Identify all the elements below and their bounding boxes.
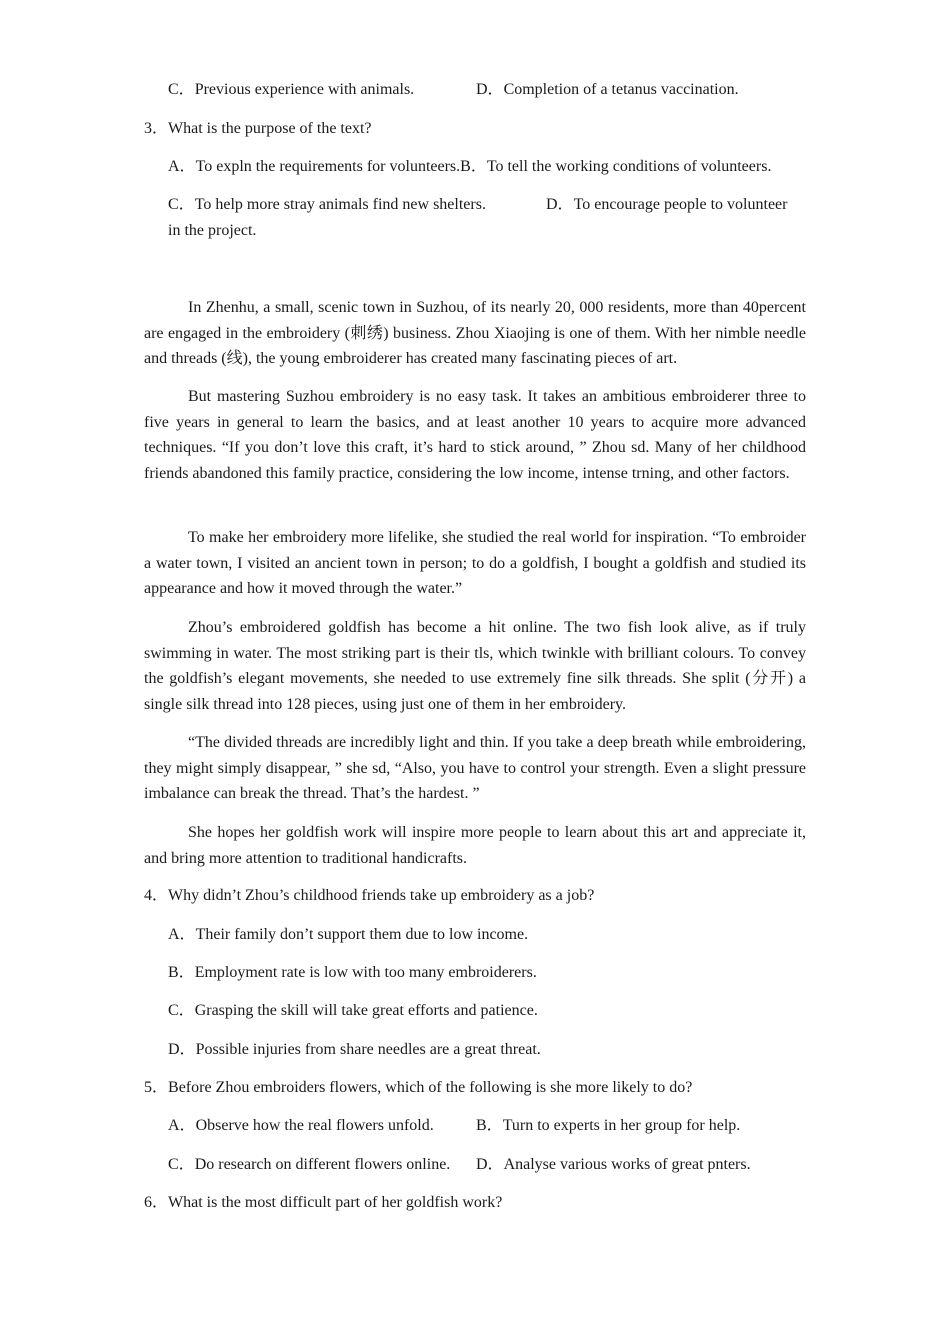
option-label: C． [168,1002,195,1019]
option-text: Grasping the skill will take great efforts and patience. [194,1002,538,1019]
option-label: A． [168,1117,196,1134]
option-d-q5 [476,1155,751,1175]
question-stem: Before Zhou embroiders flowers, which of the following is she more likely to do? [168,1079,693,1096]
option-label: C． [168,196,195,213]
question-5 [144,1078,692,1098]
option-d-q4 [168,1040,541,1060]
question-4 [144,886,594,906]
option-text: Do research on different flowers online. [194,1156,451,1173]
option-label: D． [168,1041,196,1058]
option-b-q5 [476,1116,740,1136]
option-label: A． [168,926,196,943]
option-label: B． [460,158,487,175]
option-a-q4 [168,925,528,945]
option-label: B． [476,1117,503,1134]
option-text: Possible injuries from share needles are a great threat. [195,1041,541,1058]
option-label: C． [168,1156,195,1173]
option-text: To expln the requirements for volunteers. [195,158,461,175]
passage-paragraph: “The divided threads are incredibly light and thin. If you take a deep breath while embroidering, they might simply disappear, ” she sd, “Also, you have to control your strength. Even a slight pressure imbalance can break the thread. That’s the hardest. ” [144,734,806,802]
question-stem: Why didn’t Zhou’s childhood friends take up embroidery as a job? [168,887,595,904]
question-number: 4． [144,887,169,904]
option-label: B． [168,964,195,981]
question-6 [144,1193,502,1213]
question-stem: What is the most difficult part of her goldfish work? [168,1194,503,1211]
option-text: Completion of a tetanus vaccination. [503,81,739,98]
option-text: Previous experience with animals. [194,81,415,98]
option-label: D． [476,81,504,98]
option-d-q3 [546,195,787,215]
option-text: Turn to experts in her group for help. [502,1117,741,1134]
option-label: C． [168,81,195,98]
option-d-q2 [476,80,739,100]
option-text: Observe how the real flowers unfold. [195,1117,434,1134]
option-text: To help more stray animals find new shelters. [194,196,486,213]
question-stem: What is the purpose of the text? [168,120,372,137]
passage-paragraph: In Zhenhu, a small, scenic town in Suzhou, of its nearly 20, 000 residents, more than 40percent are engaged in the embroidery (刺绣) business. Zhou Xiaojing is one of them. With her nimble needle and threads (线), the young embroiderer has created many fascinating pieces of art. [144,299,806,367]
passage-paragraph: But mastering Suzhou embroidery is no easy task. It takes an ambitious embroiderer three to five years in general to learn the basics, and at least another 10 years to acquire more advanced techniques. “If you don’t love this craft, it’s hard to stick around, ” Zhou sd. Many of her childhood friends abandoned this family practice, considering the low income, intense trning, and other factors. [144,388,806,482]
option-a-q5 [168,1116,434,1136]
option-c-q3 [168,195,486,215]
passage-paragraph: Zhou’s embroidered goldfish has become a hit online. The two fish look alive, as if truly swimming in water. The most striking part is their tls, which twinkle with brilliant colours. To convey the goldfish’s elegant movements, she needed to use extremely fine silk threads. She split (分开) a single silk thread into 128 pieces, using just one of them in her embroidery. [144,619,806,713]
question-number: 3． [144,120,169,137]
question-3 [144,119,372,139]
option-text: To tell the working conditions of volunteers. [486,158,772,175]
passage-paragraph: She hopes her goldfish work will inspire more people to learn about this art and appreciate it, and bring more attention to traditional handicrafts. [144,824,806,867]
option-label: D． [476,1156,504,1173]
question-number: 6． [144,1194,169,1211]
option-c-q2 [168,80,414,100]
option-c-q4 [168,1001,538,1021]
option-text: To encourage people to volunteer [573,196,788,213]
passage-paragraph: To make her embroidery more lifelike, she studied the real world for inspiration. “To embroider a water town, I visited an ancient town in person; to do a goldfish, I bought a goldfish and studied its appearance and how it moved through the water.” [144,529,806,597]
option-text: Employment rate is low with too many embroiderers. [194,964,537,981]
question-number: 5． [144,1079,169,1096]
option-text: Their family don’t support them due to low income. [195,926,529,943]
option-c-q5 [168,1155,450,1175]
option-b-q4 [168,963,537,983]
option-label: D． [546,196,574,213]
option-label: A． [168,158,196,175]
option-a-q3 [168,157,771,177]
option-d-q3-continuation: in the project. [168,222,257,239]
option-text: Analyse various works of great pnters. [503,1156,751,1173]
